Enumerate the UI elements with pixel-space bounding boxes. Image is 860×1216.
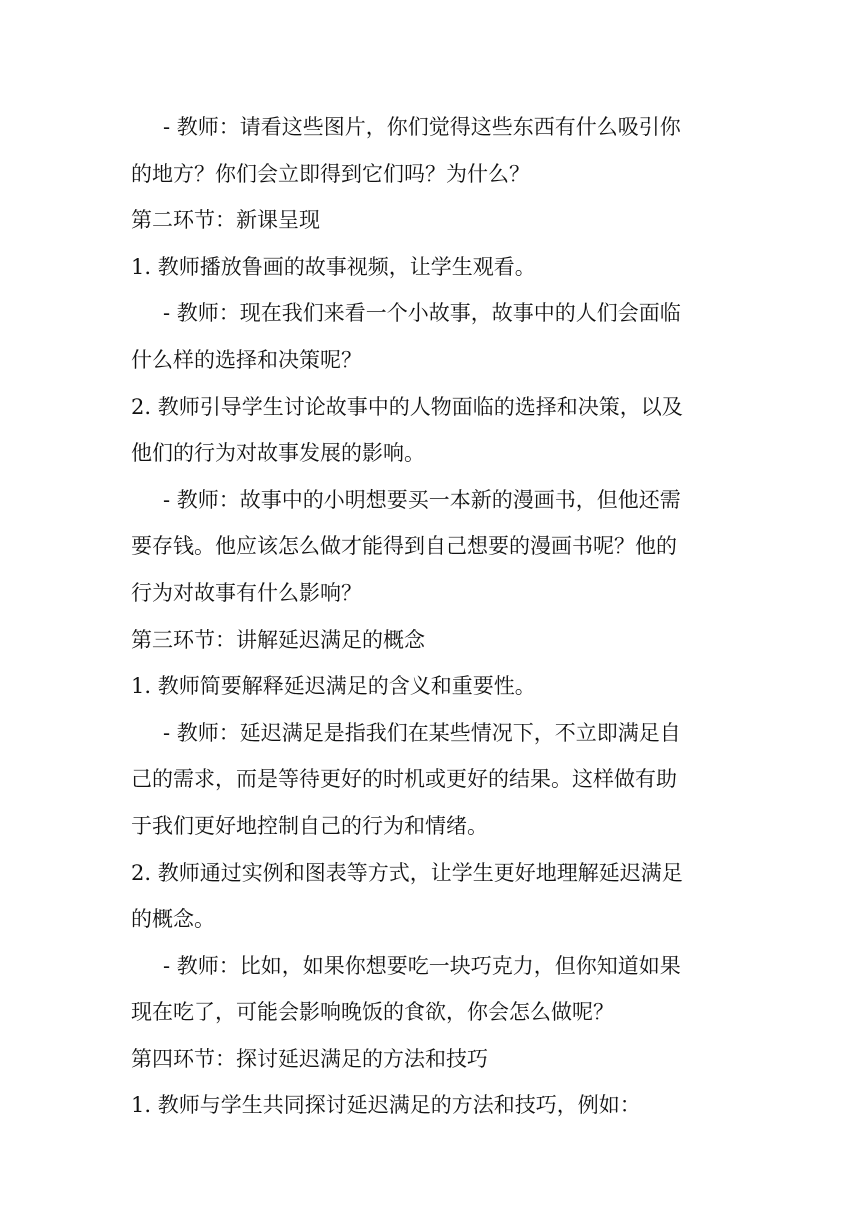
paragraph-line: - 教师：现在我们来看一个小故事，故事中的人们会面临	[163, 301, 681, 326]
paragraph-line: 的概念。	[131, 907, 215, 932]
list-item: 2. 教师通过实例和图表等方式，让学生更好地理解延迟满足	[131, 860, 683, 885]
paragraph-line: 己的需求，而是等待更好的时机或更好的结果。这样做有助	[131, 767, 677, 792]
section-heading: 第三环节：讲解延迟满足的概念	[131, 627, 425, 652]
paragraph-line: 现在吃了，可能会影响晚饭的食欲，你会怎么做呢？	[131, 1000, 614, 1025]
paragraph-line: 要存钱。他应该怎么做才能得到自己想要的漫画书呢？他的	[131, 534, 677, 559]
document-body	[131, 104, 731, 1129]
paragraph-line: - 教师：故事中的小明想要买一本新的漫画书，但他还需	[163, 487, 681, 512]
section-heading: 第四环节：探讨延迟满足的方法和技巧	[131, 1046, 488, 1071]
list-item: 2. 教师引导学生讨论故事中的人物面临的选择和决策，以及	[131, 394, 683, 419]
paragraph-line: - 教师：比如，如果你想要吃一块巧克力，但你知道如果	[163, 953, 681, 978]
list-item: 1. 教师与学生共同探讨延迟满足的方法和技巧，例如：	[131, 1093, 641, 1118]
paragraph-line: - 教师：请看这些图片，你们觉得这些东西有什么吸引你	[163, 115, 681, 139]
paragraph-line: 于我们更好地控制自己的行为和情绪。	[131, 813, 488, 838]
paragraph-line: 什么样的选择和决策呢？	[131, 347, 362, 372]
list-item: 1. 教师播放鲁画的故事视频，让学生观看。	[131, 254, 536, 279]
paragraph-line: 的地方？你们会立即得到它们吗？为什么？	[131, 161, 530, 186]
list-item: 1. 教师简要解释延迟满足的含义和重要性。	[131, 674, 536, 699]
paragraph-line: 行为对故事有什么影响？	[131, 580, 362, 605]
section-heading: 第二环节：新课呈现	[131, 208, 320, 233]
paragraph-line: 他们的行为对故事发展的影响。	[131, 441, 425, 466]
paragraph-line: - 教师：延迟满足是指我们在某些情况下，不立即满足自	[163, 720, 681, 745]
